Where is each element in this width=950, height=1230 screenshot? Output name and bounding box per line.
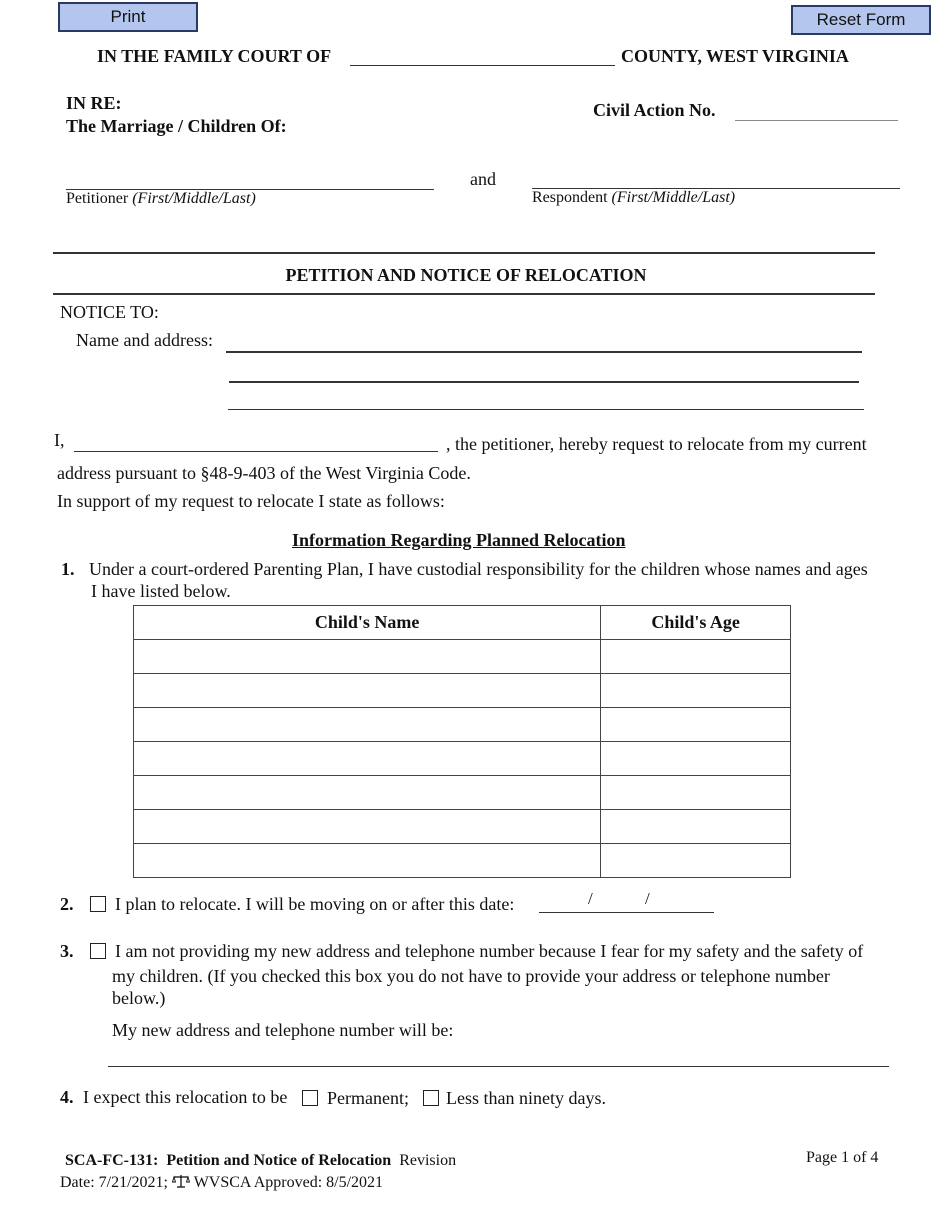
petitioner-caption: Petitioner (First/Middle/Last): [66, 190, 256, 207]
and-label: and: [470, 169, 496, 189]
request-line3: In support of my request to relocate I state as follows:: [57, 491, 445, 511]
print-button[interactable]: Print: [58, 2, 198, 32]
column-header-child-name: Child's Name: [134, 606, 601, 640]
respondent-name-field[interactable]: [532, 167, 900, 187]
notice-address-line-2: [229, 381, 859, 383]
item-1-text-a: Under a court-ordered Parenting Plan, I have custodial responsibility for the children whose names and ages: [89, 559, 868, 579]
notice-to-label: NOTICE TO:: [60, 302, 159, 322]
request-line2: address pursuant to §48-9-403 of the West Virginia Code.: [57, 463, 471, 483]
scales-of-justice-icon: [172, 1173, 190, 1194]
name-address-label: Name and address:: [76, 330, 213, 350]
child-age-cell[interactable]: [601, 674, 791, 708]
item-4-text: I expect this relocation to be: [83, 1087, 288, 1107]
civil-action-line: [735, 120, 898, 121]
table-row: [134, 742, 791, 776]
children-table-header: [134, 606, 791, 640]
table-row: [134, 708, 791, 742]
footer-form-line: [65, 1152, 456, 1170]
notice-address-field-1[interactable]: [226, 330, 862, 350]
child-age-cell[interactable]: [601, 776, 791, 810]
table-row: [134, 844, 791, 878]
table-row: [134, 776, 791, 810]
item-3-text-a: I am not providing my new address and telephone number because I fear for my safety and the safety of: [115, 941, 864, 961]
child-name-cell[interactable]: [134, 640, 601, 674]
child-age-cell[interactable]: [601, 810, 791, 844]
item-2-number: 2.: [60, 894, 74, 914]
request-name-line: [74, 451, 438, 452]
child-name-cell[interactable]: [134, 776, 601, 810]
item-1-text-b: I have listed below.: [91, 581, 231, 601]
item-3-text-b: my children. (If you checked this box you do not have to provide your address or telephone number: [112, 966, 830, 986]
child-age-cell[interactable]: [601, 640, 791, 674]
reset-form-button[interactable]: Reset Form: [791, 5, 931, 35]
plan-to-relocate-checkbox[interactable]: [90, 896, 106, 912]
child-name-cell[interactable]: [134, 810, 601, 844]
date-slash-1: /: [588, 889, 593, 908]
item-1-number: 1.: [61, 559, 75, 579]
petitioner-name-hint: (First/Middle/Last): [132, 190, 256, 207]
new-address-line: [108, 1066, 889, 1067]
item-3-text-d: My new address and telephone number will be:: [112, 1020, 454, 1040]
table-row: [134, 640, 791, 674]
notice-address-field-2[interactable]: [229, 360, 859, 380]
children-table: [133, 605, 791, 878]
new-address-field[interactable]: [108, 1045, 889, 1065]
notice-address-field-3[interactable]: [228, 388, 864, 408]
county-field[interactable]: [350, 44, 615, 64]
safety-concern-checkbox[interactable]: [90, 943, 106, 959]
section-heading: Information Regarding Planned Relocation: [292, 530, 626, 550]
date-slash-2: /: [645, 889, 650, 908]
title-rule-bottom: [53, 293, 875, 295]
move-date-year-field[interactable]: [656, 890, 712, 910]
move-date-day-field[interactable]: [598, 890, 642, 910]
footer-form-title: Petition and Notice of Relocation: [166, 1152, 392, 1169]
footer-date-line: Date: 7/21/2021; WVSCA Approved: 8/5/2021: [60, 1173, 383, 1194]
child-name-cell[interactable]: [134, 742, 601, 776]
child-age-cell[interactable]: [601, 742, 791, 776]
child-age-cell[interactable]: [601, 844, 791, 878]
notice-address-line-3: [228, 409, 864, 410]
civil-action-label: Civil Action No.: [593, 100, 716, 120]
permanent-label: Permanent;: [327, 1088, 409, 1108]
in-re-label: IN RE:: [66, 93, 122, 113]
item-4-number: 4.: [60, 1087, 74, 1107]
move-date-month-field[interactable]: [540, 890, 586, 910]
page-number: Page 1 of 4: [806, 1149, 879, 1166]
court-suffix: COUNTY, WEST VIRGINIA: [621, 46, 849, 66]
respondent-name-hint: (First/Middle/Last): [611, 189, 736, 206]
table-row: [134, 810, 791, 844]
child-name-cell[interactable]: [134, 844, 601, 878]
request-i: I,: [54, 430, 65, 450]
footer-form-id: SCA-FC-131:: [65, 1152, 159, 1169]
child-name-cell[interactable]: [134, 708, 601, 742]
item-3-text-c: below.): [112, 988, 166, 1008]
notice-address-line-1: [226, 351, 862, 353]
child-age-cell[interactable]: [601, 708, 791, 742]
item-3-number: 3.: [60, 941, 74, 961]
request-name-field[interactable]: [74, 430, 438, 450]
column-header-child-age: Child's Age: [601, 606, 791, 640]
civil-action-field[interactable]: [735, 99, 898, 119]
respondent-caption: Respondent (First/Middle/Last): [532, 189, 736, 206]
permanent-checkbox[interactable]: [302, 1090, 318, 1106]
child-name-cell[interactable]: [134, 674, 601, 708]
request-line1-tail: , the petitioner, hereby request to relocate from my current: [446, 434, 867, 454]
less-than-ninety-days-label: Less than ninety days.: [446, 1088, 606, 1108]
page-title: PETITION AND NOTICE OF RELOCATION: [285, 265, 647, 285]
petitioner-name-field[interactable]: [66, 168, 434, 188]
item-2-text: I plan to relocate. I will be moving on or after this date:: [115, 894, 515, 914]
court-prefix: IN THE FAMILY COURT OF: [97, 46, 332, 66]
marriage-label: The Marriage / Children Of:: [66, 116, 287, 136]
footer-revision: Revision: [399, 1152, 457, 1169]
table-row: [134, 674, 791, 708]
move-date-line: [539, 912, 714, 913]
title-rule-top: [53, 252, 875, 254]
county-line: [350, 65, 615, 66]
less-than-ninety-days-checkbox[interactable]: [423, 1090, 439, 1106]
